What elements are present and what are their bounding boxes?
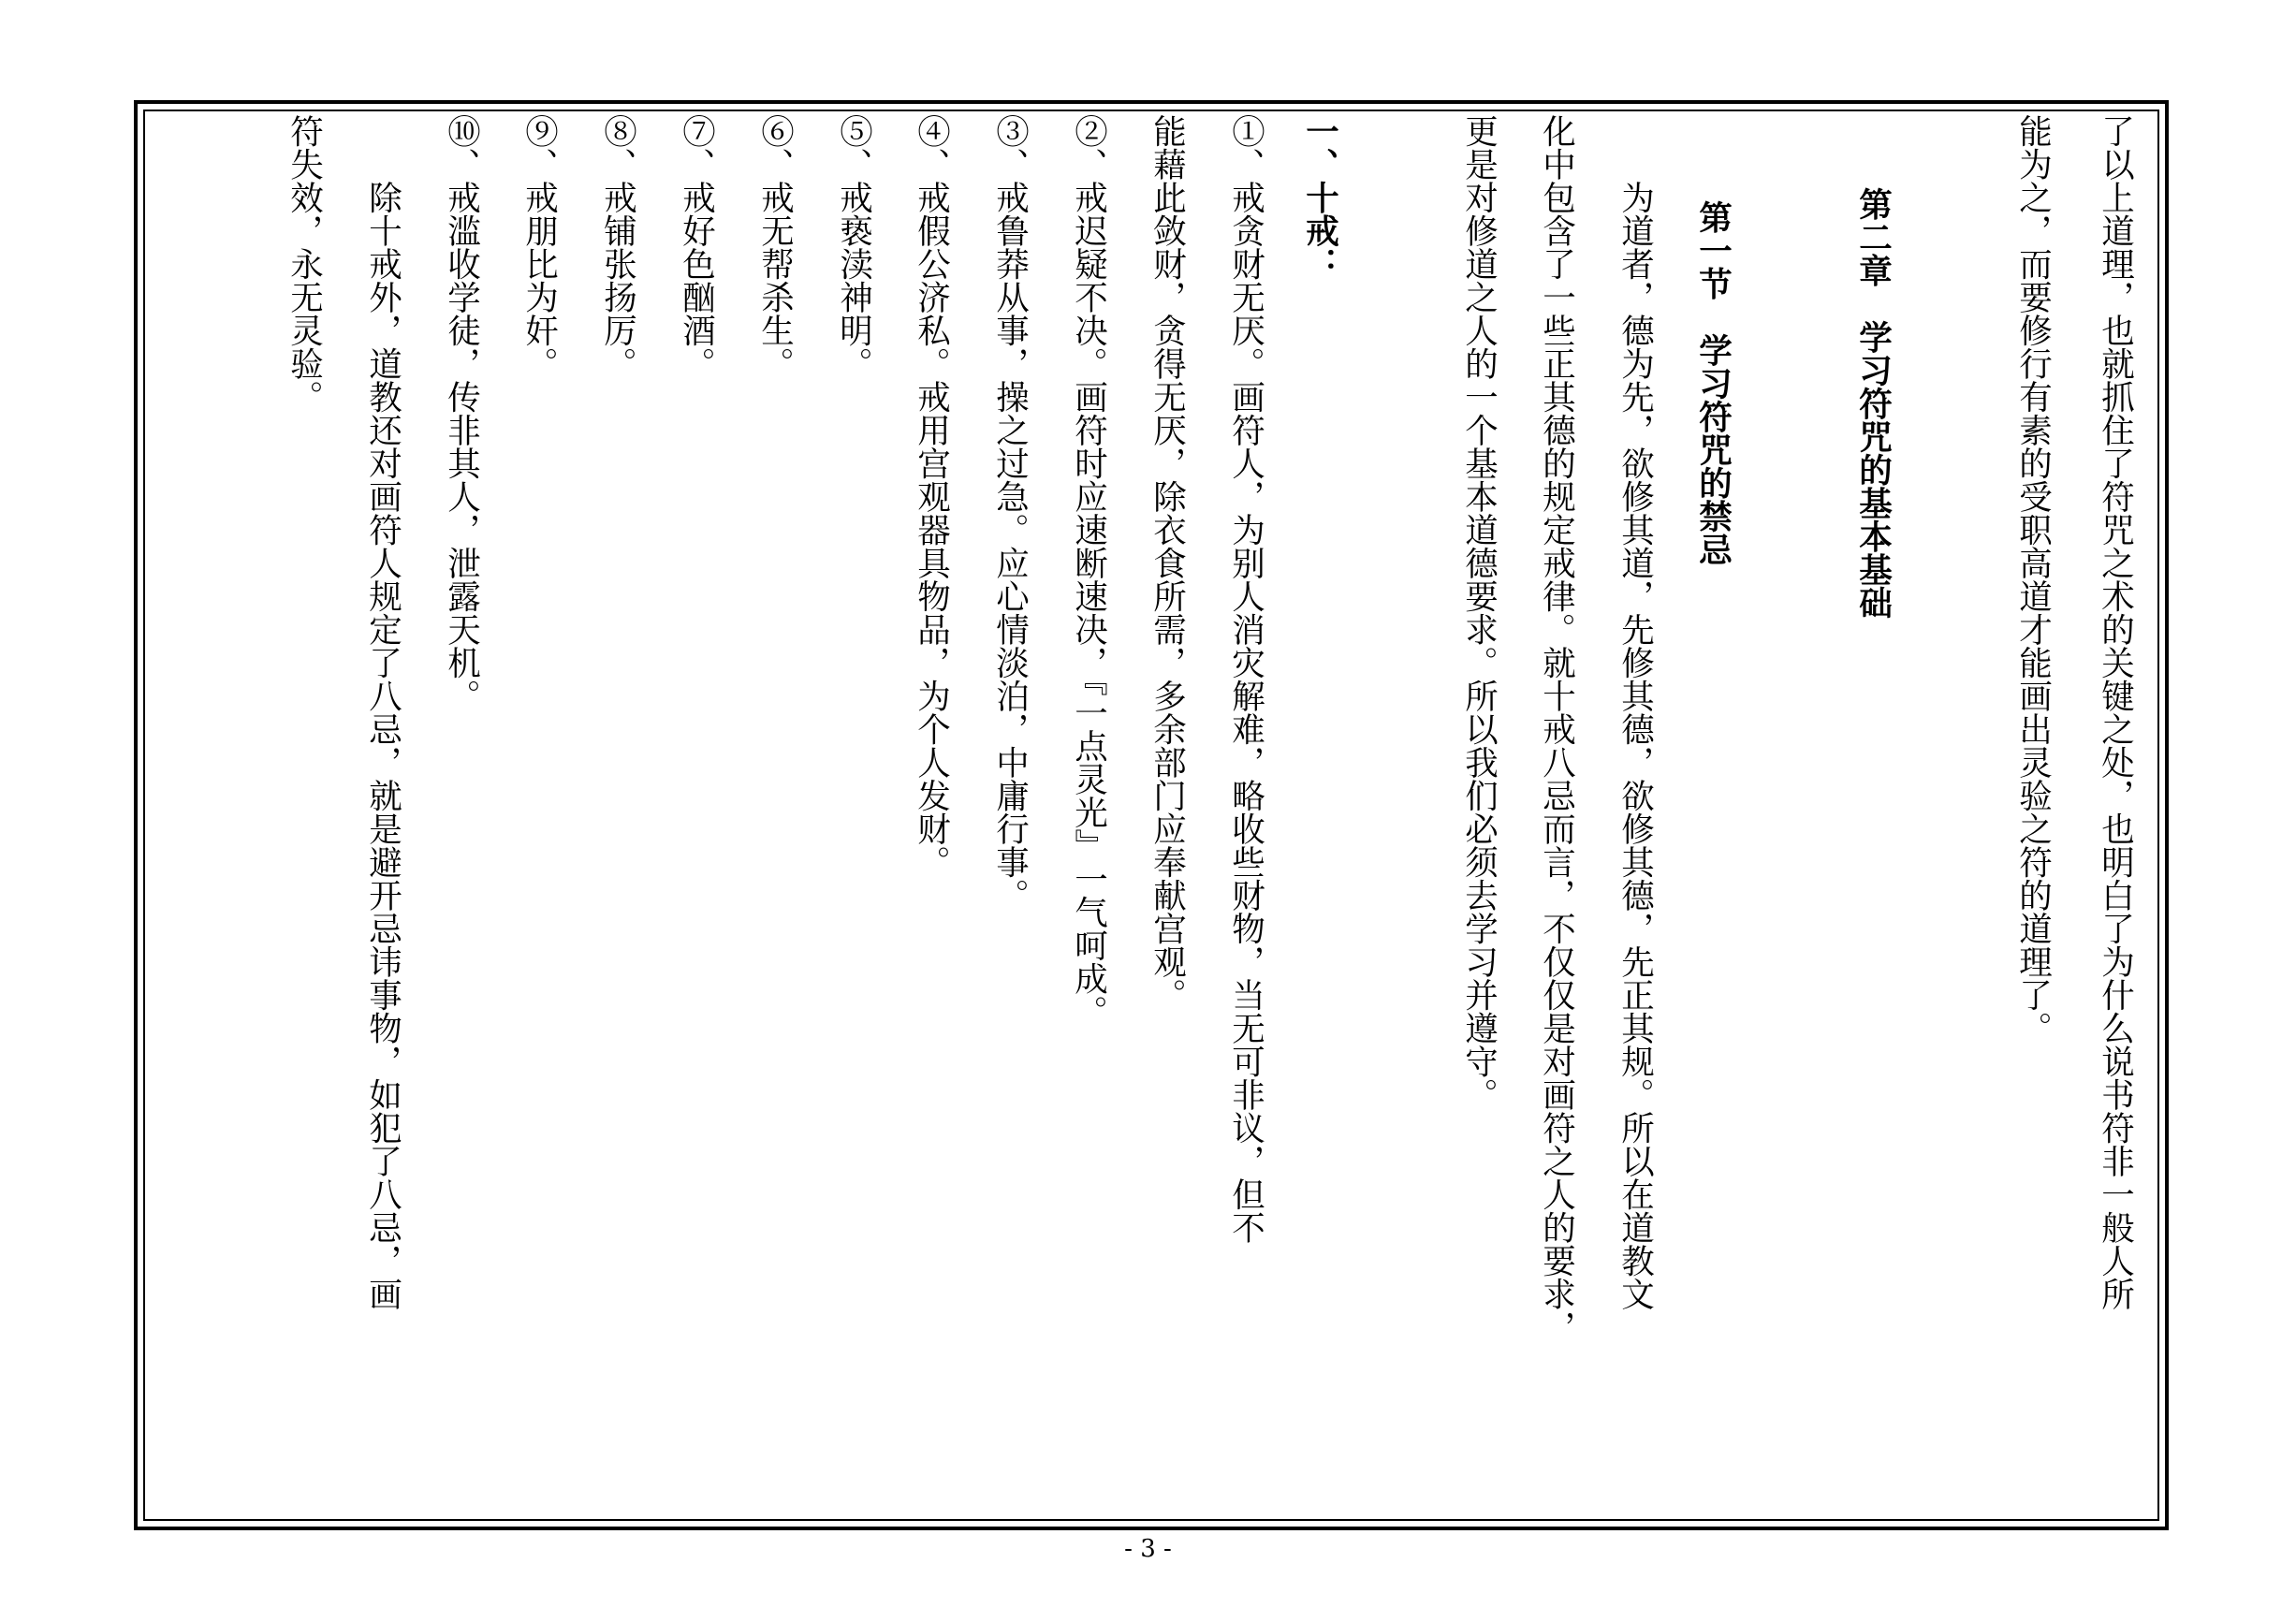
text-column: 能藉此敛财，贪得无厌，除衣食所需，多余部门应奉献宫观。 xyxy=(1148,114,1187,1012)
list-item: ②、戒迟疑不决。画符时应速断速决，『一点灵光』一气呵成。 xyxy=(1069,114,1108,1029)
chapter-title: 第二章 学习符咒的基本基础 xyxy=(1853,187,1893,620)
subsection-title: 一、十戒： xyxy=(1300,114,1339,281)
text-column: 更是对修道之人的一个基本道德要求。所以我们必须去学习并遵守。 xyxy=(1459,114,1499,1111)
list-item: ⑤、戒亵渎神明。 xyxy=(834,114,873,380)
section-title: 第一节 学习符咒的禁忌 xyxy=(1693,200,1733,566)
list-item: ⑦、戒好色酗酒。 xyxy=(677,114,716,380)
list-item: ③、戒鲁莽从事，操之过急。应心情淡泊，中庸行事。 xyxy=(990,114,1030,912)
text-column: 符失效，永无灵验。 xyxy=(285,114,324,414)
text-column: 除十戒外，道教还对画符人规定了八忌，就是避开忌讳事物，如犯了八忌，画 xyxy=(363,114,402,1310)
list-item: ①、戒贪财无厌。画符人，为别人消灾解难，略收些财物，当无可非议，但不 xyxy=(1226,114,1265,1244)
text-column: 了以上道理，也就抓住了符咒之术的关键之处，也明白了为什么说书符非一般人所 xyxy=(2096,114,2135,1310)
text-column: 化中包含了一些正其德的规定戒律。就十戒八忌而言，不仅仅是对画符之人的要求， xyxy=(1537,114,1576,1344)
list-item: ⑩、戒滥收学徒，传非其人，泄露天机。 xyxy=(442,114,481,712)
list-item: ④、戒假公济私。戒用宫观器具物品，为个人发财。 xyxy=(912,114,951,879)
list-item: ⑥、戒无帮杀生。 xyxy=(755,114,795,380)
list-item: ⑧、戒铺张扬厉。 xyxy=(598,114,637,380)
list-item: ⑨、戒朋比为奸。 xyxy=(519,114,559,380)
text-column: 能为之，而要修行有素的受职高道才能画出灵验之符的道理了。 xyxy=(2013,114,2053,1045)
text-column: 为道者，德为先，欲修其道，先修其德，欲修其德，先正其规。所以在道教文 xyxy=(1616,114,1655,1310)
page-number: - 3 - xyxy=(1124,1535,1172,1563)
